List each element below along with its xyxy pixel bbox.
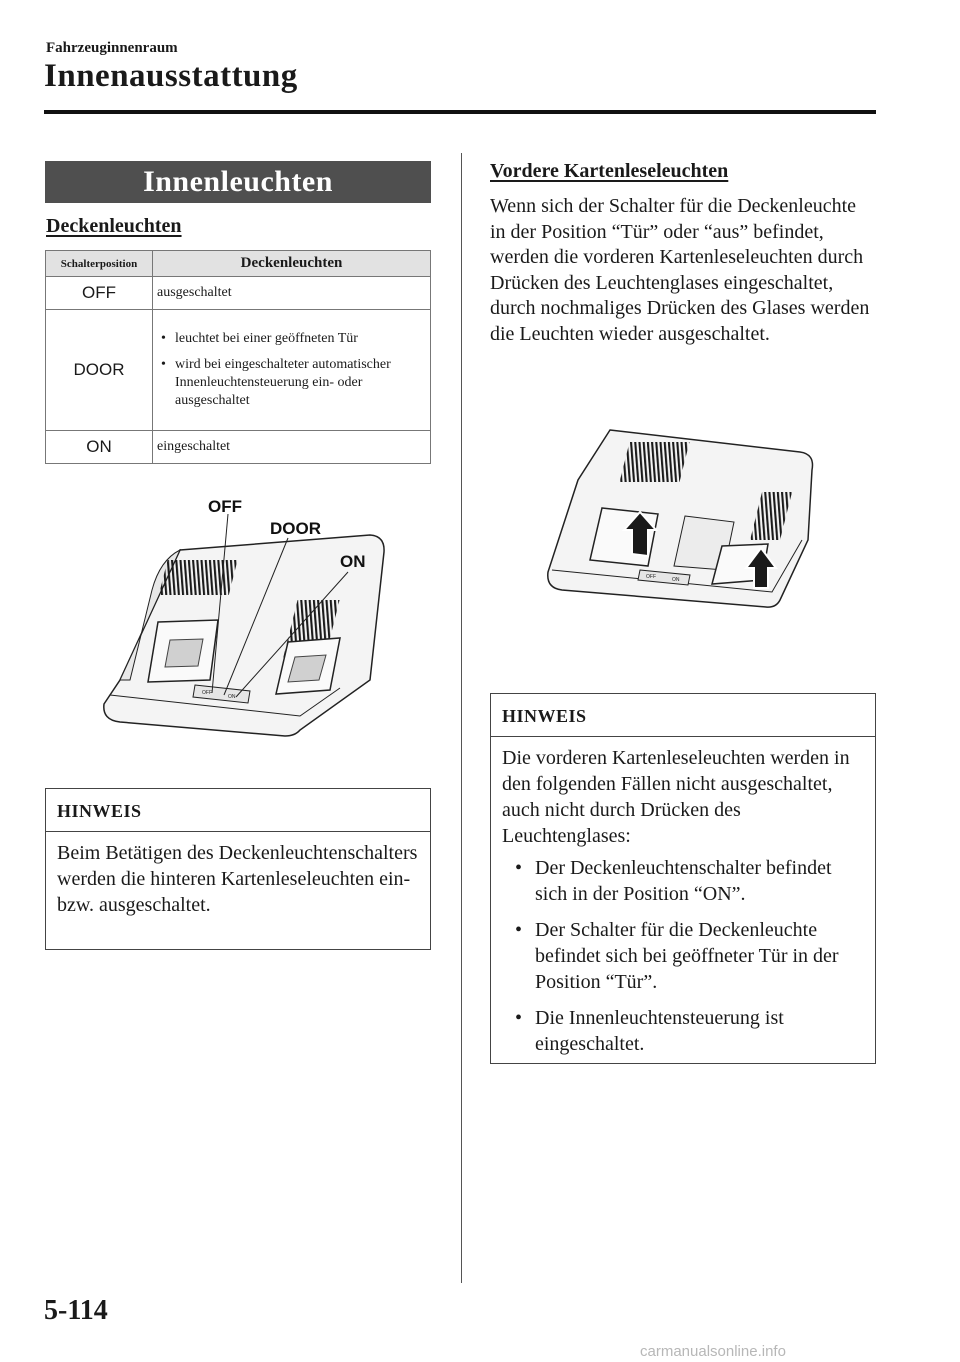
- subheading-deckenleuchten: Deckenleuchten: [46, 215, 182, 237]
- note-heading: HINWEIS: [46, 789, 430, 832]
- note-body: [491, 737, 875, 1077]
- list-item: • wird bei eingeschalteter automatischer Innenleuchtensteuerung ein- oder ausgeschaltet: [157, 356, 426, 410]
- table-header: Deckenleuchten: [153, 251, 431, 277]
- list-item: • Die Innenleuchtensteuerung ist eingeschaltet.: [502, 1005, 864, 1057]
- table-header-row: [46, 251, 431, 277]
- page-title: Innenausstattung: [44, 58, 298, 94]
- subheading-kartenleseleuchten: Vordere Kartenleseleuchten: [490, 160, 729, 182]
- table-cell: eingeschaltet: [153, 431, 431, 464]
- lens-left: [148, 620, 218, 682]
- list-item: • leuchtet bei einer geöffneten Tür: [157, 330, 426, 348]
- bullet-list: [157, 330, 426, 410]
- note-heading: HINWEIS: [491, 694, 875, 737]
- table-row: [46, 277, 431, 310]
- column-divider: [461, 153, 462, 1283]
- switch-position-table: [45, 250, 431, 464]
- title-rule: [44, 110, 876, 114]
- note-box-left: [45, 788, 431, 950]
- label-door: DOOR: [270, 519, 321, 538]
- list-item: • Der Deckenleuchtenschalter befindet sich in der Position “ON”.: [502, 855, 864, 907]
- section-banner: Innenleuchten: [45, 161, 431, 203]
- table-cell: ausgeschaltet: [153, 277, 431, 310]
- watermark: carmanualsonline.info: [640, 1343, 786, 1360]
- switch-marking-on: ON: [228, 694, 236, 700]
- table-cell: [153, 310, 431, 431]
- grille-left: [159, 560, 238, 595]
- switch-position: DOOR: [46, 310, 153, 431]
- table-row: [46, 310, 431, 431]
- breadcrumb: Fahrzeuginnenraum: [46, 40, 178, 56]
- switch-marking-on: ON: [672, 577, 680, 583]
- grille-left: [620, 442, 690, 482]
- page-number: 5-114: [44, 1295, 108, 1326]
- map-light-illustration: [540, 420, 840, 630]
- bullet-list: [502, 855, 864, 1057]
- table-row: [46, 431, 431, 464]
- dome-light-illustration: [90, 490, 420, 760]
- switch-marking-off: OFF: [202, 690, 212, 696]
- note-intro: Die vorderen Kartenleseleuchten werden in den folgenden Fällen nicht ausgeschaltet, auch nicht durch Drücken des Leuchtenglases:: [502, 747, 850, 847]
- label-on: ON: [340, 552, 366, 571]
- switch-marking-off: OFF: [646, 574, 656, 580]
- label-off: OFF: [208, 497, 242, 516]
- note-box-right: [490, 693, 876, 1064]
- table-header: Schalterposition: [46, 251, 153, 277]
- switch-position: OFF: [46, 277, 153, 310]
- note-text: Beim Betätigen des Deckenleuchtenschalters werden die hinteren Kartenleseleuchten ein- bzw. ausgeschaltet.: [57, 842, 418, 916]
- switch-position: ON: [46, 431, 153, 464]
- body-paragraph: Wenn sich der Schalter für die Deckenleuchte in der Position “Tür” oder “aus” befindet, werden die vorderen Kartenleseleuchten durch Drücken des Leuchtenglases eingeschaltet, durch nochmaliges Drücken des Glases werden die Leuchten wieder ausgeschaltet.: [490, 195, 870, 345]
- list-item: • Der Schalter für die Deckenleuchte befindet sich bei geöffneter Tür in der Position “Tür”.: [502, 917, 864, 995]
